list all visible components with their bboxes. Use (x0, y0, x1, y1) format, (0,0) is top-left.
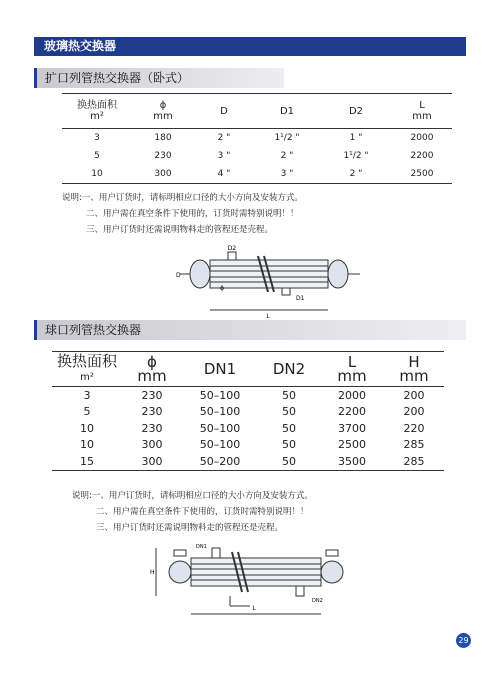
cell: 2200 (410, 151, 434, 161)
part2-exchanger-diagram (150, 540, 358, 622)
note-line: 二、用户需在真空条件下使用的，订货时需特别说明！！ (96, 507, 309, 517)
cell: 50 (282, 388, 296, 402)
cell: 50–200 (199, 454, 241, 468)
cell: 2 " (217, 133, 231, 143)
label-dn1: DN1 (196, 544, 207, 550)
cell: 50 (282, 405, 296, 419)
cell: 3 (83, 388, 91, 402)
cell: 50–100 (199, 421, 241, 435)
cell: 50–100 (199, 438, 241, 452)
section-title: 玻璃热交换器 (34, 37, 466, 56)
table-row (62, 165, 452, 184)
cell: 10 (80, 438, 94, 452)
col-l: L mm (320, 352, 384, 387)
part1-spec-table (62, 93, 452, 184)
note-line: 三、用户订货时还需说明物料走的管程还是壳程。 (86, 225, 274, 235)
cell: 10 (91, 169, 103, 179)
part2-title: 球口列管热交换器 (34, 320, 466, 340)
cell: 2000 (338, 388, 366, 402)
col-phi: ϕ mm (132, 94, 194, 129)
label-dn2: DN2 (312, 598, 323, 604)
cell: 5 (83, 405, 91, 419)
label-d: D (176, 272, 181, 279)
col-dn1: DN1 (182, 352, 258, 387)
table-row (62, 129, 452, 148)
cell: 1 " (349, 133, 363, 143)
table-row (52, 453, 444, 470)
cell: 230 (141, 421, 163, 435)
cell: 2 " (349, 169, 363, 179)
part2-notes (72, 488, 313, 536)
note-line: 说明:一、用户订货时，请标明相应口径的大小方向及安装方式。 (62, 193, 303, 203)
note-line: 说明:一、用户订货时，请标明相应口径的大小方向及安装方式。 (72, 491, 313, 501)
col-d2: D2 (320, 94, 392, 129)
cell: 230 (141, 405, 163, 419)
page-number-badge: 29 (456, 633, 471, 648)
cell: 5 (94, 151, 100, 161)
col-d: D (194, 94, 254, 129)
cell: 1¹/2 " (343, 151, 369, 161)
cell: 2000 (410, 133, 434, 143)
label-l: L (252, 605, 256, 612)
note-line: 二、用户需在真空条件下使用的，订货时需特别说明！！ (86, 209, 299, 219)
cell: 230 (141, 388, 163, 402)
cell: 3 (94, 133, 100, 143)
label-d2: D2 (227, 245, 237, 252)
col-area: 换热面积 m² (62, 94, 132, 129)
cell: 285 (403, 454, 425, 468)
cell: 300 (141, 438, 163, 452)
cell: 50 (282, 438, 296, 452)
part1-title: 扩口列管热交换器（卧式） (34, 68, 284, 88)
cell: 300 (154, 169, 172, 179)
cell: 3 " (217, 151, 231, 161)
cell: 3500 (338, 454, 366, 468)
cell: 1¹/2 " (274, 133, 300, 143)
cell: 50 (282, 454, 296, 468)
label-d1: D1 (296, 295, 305, 302)
cell: 220 (403, 421, 425, 435)
cell: 50–100 (199, 405, 241, 419)
cell: 200 (403, 405, 425, 419)
cell: 3 " (280, 169, 294, 179)
cell: 10 (80, 421, 94, 435)
cell: 285 (403, 438, 425, 452)
table-row (52, 437, 444, 454)
cell: 230 (154, 151, 172, 161)
cell: 3700 (338, 421, 366, 435)
cell: 4 " (217, 169, 231, 179)
cell: 15 (80, 454, 94, 468)
label-h: H (150, 569, 155, 576)
cell: 2 " (280, 151, 294, 161)
table-row (52, 420, 444, 437)
cell: 200 (403, 388, 425, 402)
cell: 50–100 (199, 388, 241, 402)
label-phi: ϕ (220, 285, 224, 292)
col-d1: D1 (254, 94, 320, 129)
label-l: L (266, 313, 270, 320)
cell: 2500 (410, 169, 434, 179)
part2-spec-table (52, 351, 444, 471)
cell: 2500 (338, 438, 366, 452)
col-h: H mm (384, 352, 444, 387)
cell: 50 (282, 421, 296, 435)
part1-exchanger-diagram (168, 240, 368, 320)
col-phi: ϕ mm (122, 352, 182, 387)
cell: 300 (141, 454, 163, 468)
table-row (62, 147, 452, 165)
table-row (52, 387, 444, 404)
cell: 2200 (338, 405, 366, 419)
col-area: 换热面积 m² (52, 352, 122, 387)
table-row (52, 404, 444, 421)
part1-notes (62, 190, 303, 238)
cell: 180 (154, 133, 172, 143)
note-line: 三、用户订货时还需说明物料走的管程还是壳程。 (96, 523, 284, 533)
col-l: L mm (392, 94, 452, 129)
col-dn2: DN2 (258, 352, 320, 387)
